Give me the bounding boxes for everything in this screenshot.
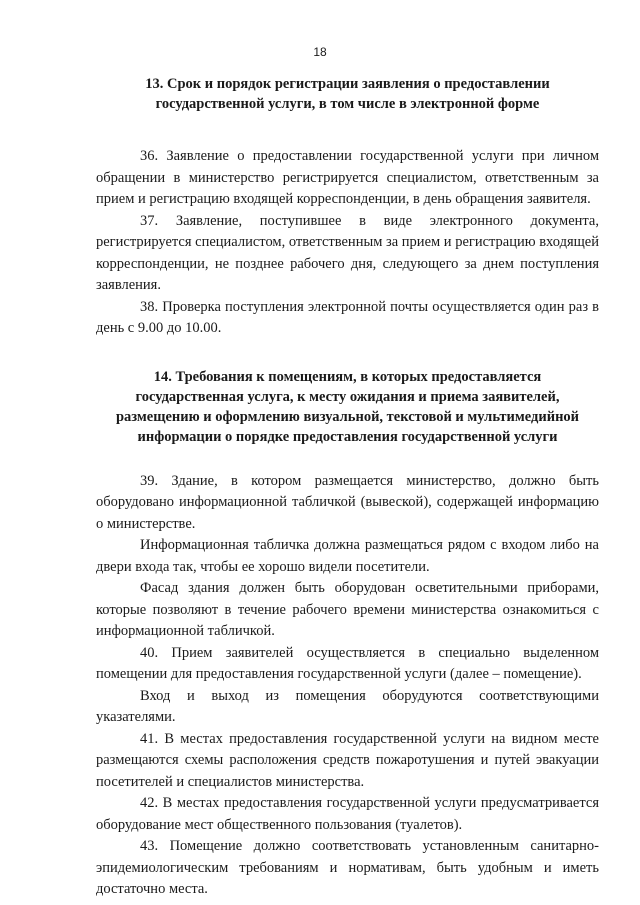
section-14-heading-line-2: государственная услуга, к месту ожидания и приема заявителей,: [135, 388, 560, 405]
paragraph-39: 39. Здание, в котором размещается министерство, должно быть оборудовано информационной табличкой (вывеской), содержащей информацию о министерстве.: [96, 472, 599, 532]
paragraph-42: 42. В местах предоставления государственной услуги предусматривается оборудование мест общественного пользования (туалетов).: [96, 795, 599, 833]
section-14-heading-line-4: информации о порядке предоставления государственной услуги: [137, 428, 558, 445]
paragraph-39-signboard: Информационная табличка должна размещаться рядом с входом либо на двери входа так, чтобы ее хорошо видели посетители.: [96, 537, 599, 575]
paragraph-43: 43. Помещение должно соответствовать установленным санитарно-эпидемиологическим требованиям и нормативам, быть удобным и иметь достаточно места.: [96, 838, 599, 897]
page-number: 18: [313, 45, 327, 59]
section-14-heading-line-3: размещению и оформлению визуальной, текстовой и мультимедийной: [115, 408, 580, 425]
section-13-heading-line-2: государственной услуги, в том числе в электронной форме: [155, 96, 540, 112]
section-14-heading-line-1: 14. Требования к помещениям, в которых предоставляется: [153, 368, 542, 385]
section-13-heading-line-1: 13. Срок и порядок регистрации заявления о предоставлении: [145, 76, 550, 92]
section-14-heading: [96, 367, 599, 447]
paragraph-40-entrance: Вход и выход из помещения оборудуются соответствующими указателями.: [96, 687, 599, 725]
paragraph-36: 36. Заявление о предоставлении государственной услуги при личном обращении в министерство регистрируется специалистом, ответственным за прием и регистрацию входящей корреспонденции, в день обращения заявителя.: [96, 148, 599, 207]
paragraph-41: 41. В местах предоставления государственной услуги на видном месте размещаются схемы расположения средств пожаротушения и путей эвакуации посетителей и специалистов министерства.: [96, 730, 599, 790]
paragraph-39-facade: Фасад здания должен быть оборудован осветительными приборами, которые позволяют в течение рабочего времени министерства ознакомиться с информационной табличкой.: [96, 580, 599, 639]
section-13-heading: [96, 74, 599, 114]
page-content: [96, 74, 599, 901]
paragraph-38: 38. Проверка поступления электронной почты осуществляется один раз в день с 9.00 до 10.00.: [96, 298, 599, 336]
paragraph-37: 37. Заявление, поступившее в виде электронного документа, регистрируется специалистом, ответственным за прием и регистрацию входящей корреспонденции, не позднее рабочего дня, следующего за днем поступления заявления.: [96, 212, 599, 293]
paragraph-40: 40. Прием заявителей осуществляется в специально выделенном помещении для предоставления государственной услуги (далее – помещение).: [96, 644, 599, 682]
